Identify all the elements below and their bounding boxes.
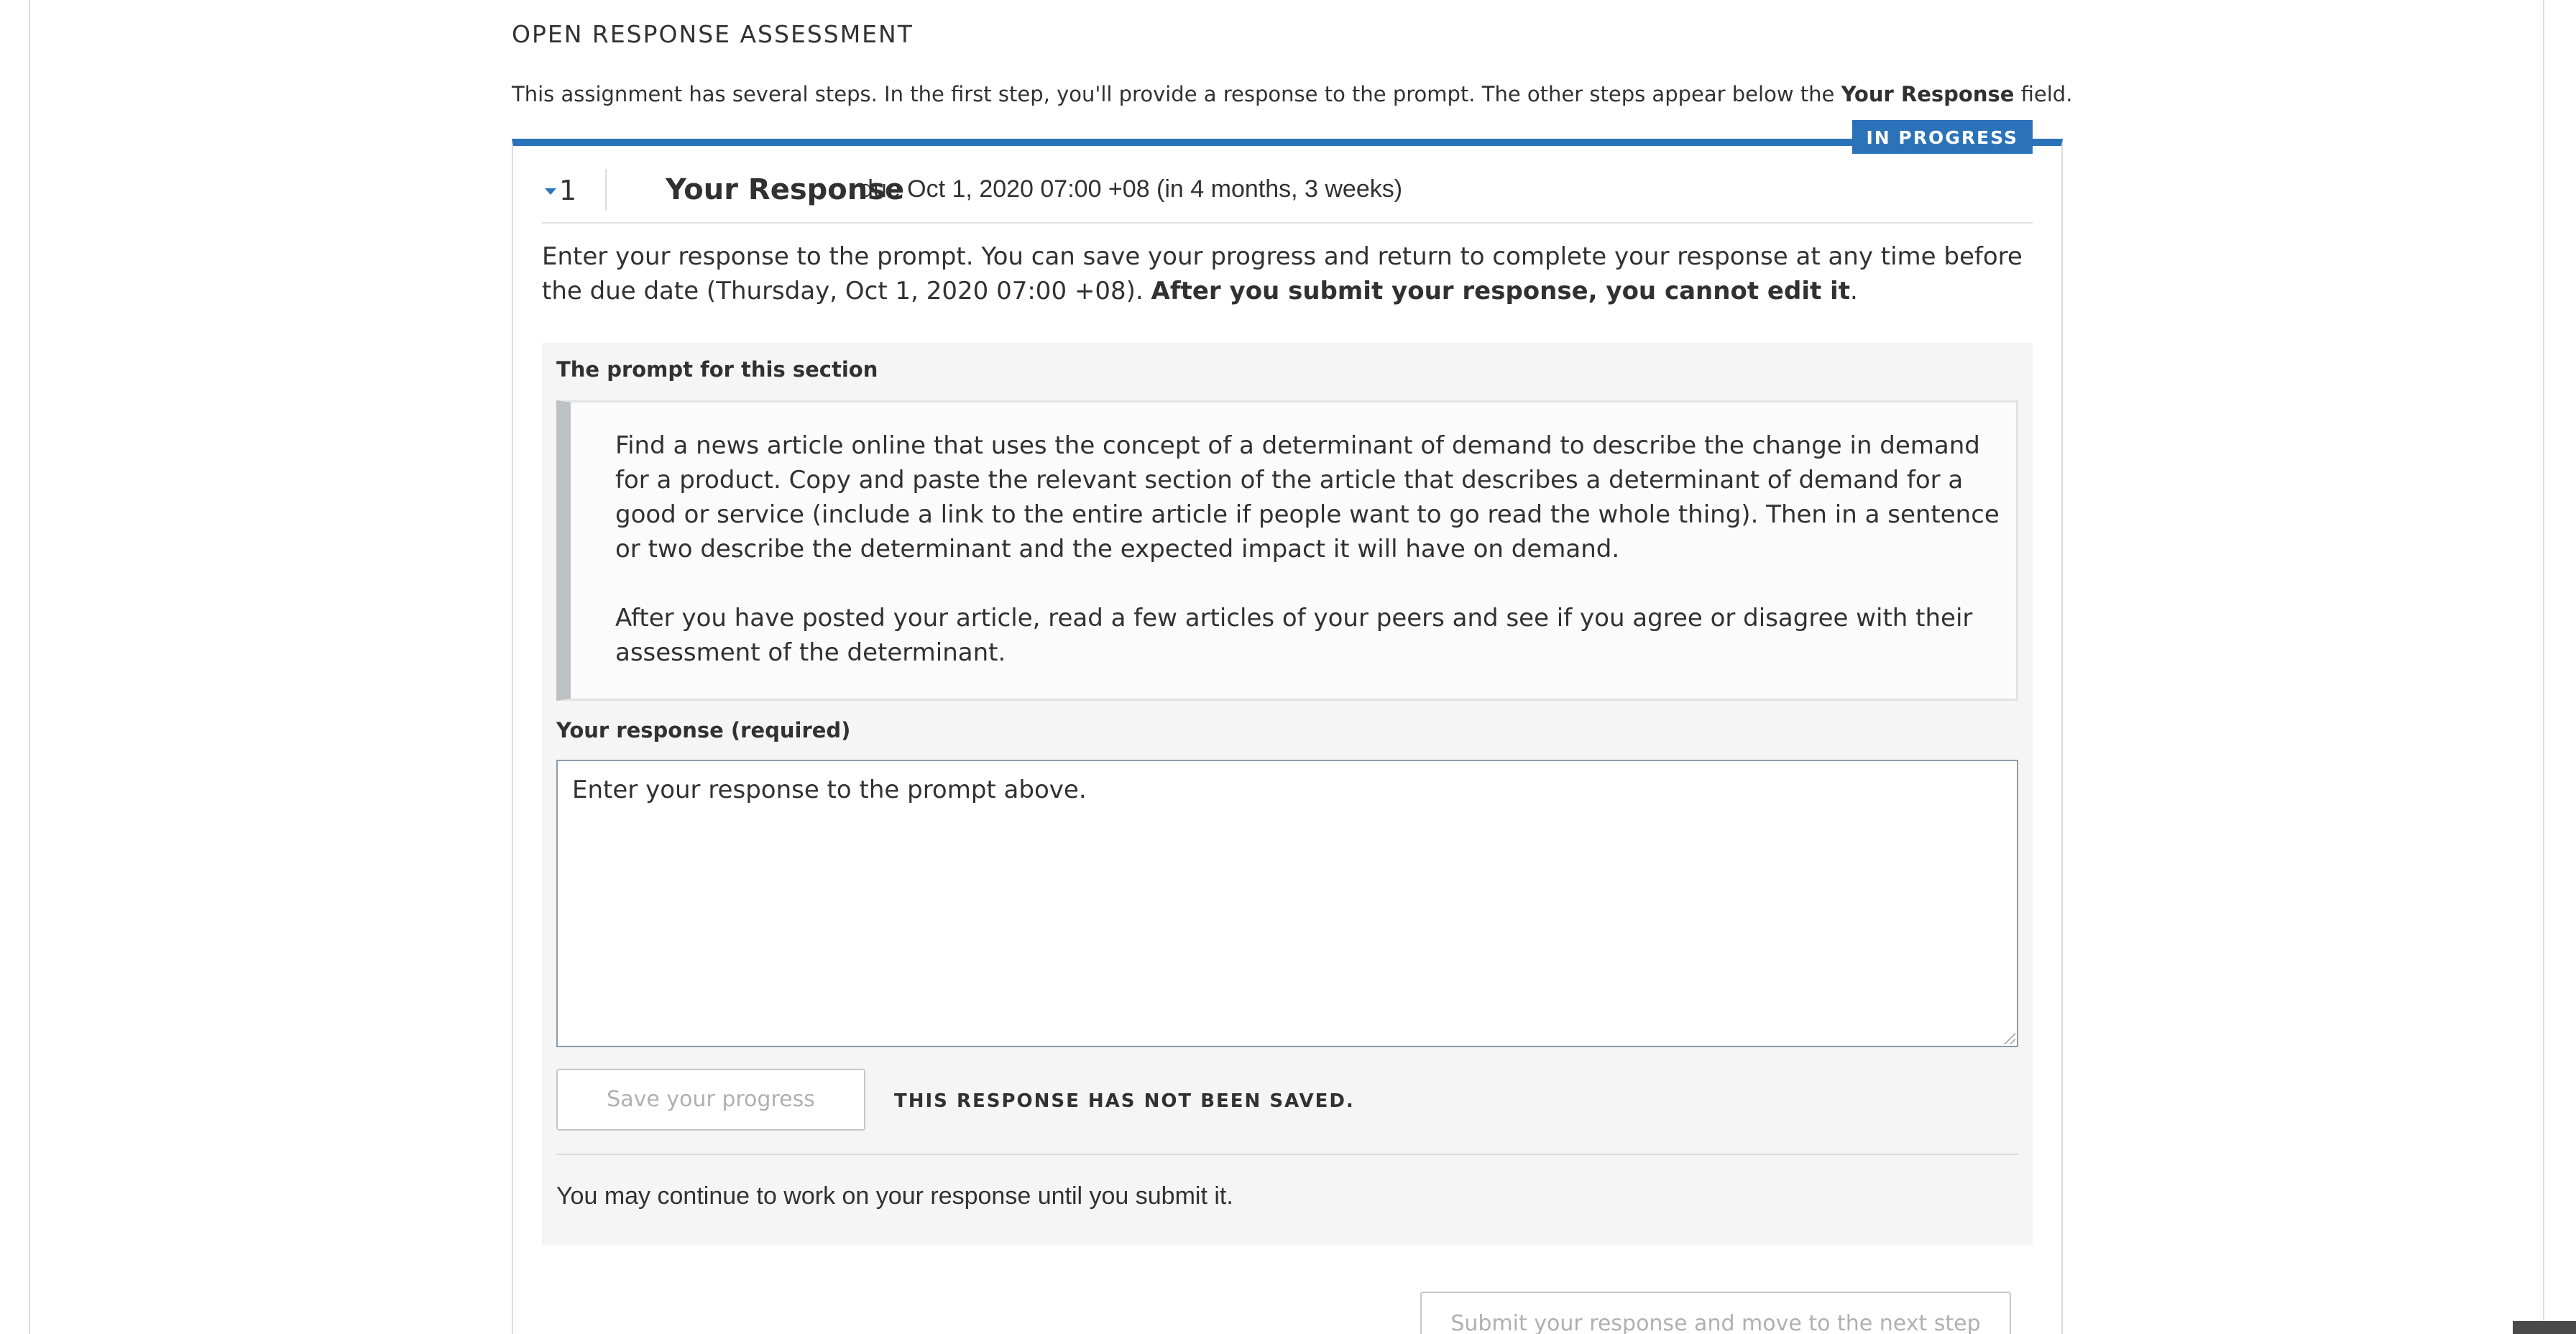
save-progress-button[interactable]: Save your progress bbox=[556, 1069, 865, 1131]
instructions-bold-text: After you submit your response, you cannot edit it bbox=[1151, 277, 1850, 305]
prompt-box bbox=[556, 400, 2018, 701]
submit-response-button[interactable]: Submit your response and move to the next step bbox=[1420, 1292, 2011, 1334]
save-status: THIS RESPONSE HAS NOT BEEN SAVED. bbox=[894, 1090, 1355, 1112]
status-badge: IN PROGRESS bbox=[1852, 120, 2033, 154]
assessment-intro bbox=[512, 82, 2072, 106]
intro-bold-text: Your Response bbox=[1841, 82, 2015, 106]
step-toggle[interactable] bbox=[542, 169, 607, 211]
prompt-heading: The prompt for this section bbox=[556, 357, 878, 382]
step-title: Your Response bbox=[666, 173, 905, 206]
instructions-text-end: . bbox=[1849, 277, 1858, 305]
step-instructions bbox=[542, 239, 2037, 308]
divider bbox=[556, 1154, 2018, 1155]
step-number: 1 bbox=[559, 175, 577, 206]
prompt-paragraph-1: Find a news article online that uses the concept of a determinant of demand to describe the change in demand for a product. Copy and paste the relevant section of the article that describes a determinant of demand for a good or service (include a link to the entire article if people want to go read the whole thing). Then in a sentence or two describe the determinant and the expected impact it will have on demand. bbox=[615, 431, 2000, 564]
corner-widget[interactable] bbox=[2513, 1321, 2576, 1334]
caret-down-icon[interactable] bbox=[545, 188, 556, 195]
intro-text-end: field. bbox=[2014, 82, 2073, 106]
step-due-date: due Oct 1, 2020 07:00 +08 (in 4 months, 3 weeks) bbox=[860, 175, 1403, 203]
response-step bbox=[512, 127, 2063, 1334]
assessment-title: OPEN RESPONSE ASSESSMENT bbox=[512, 20, 914, 48]
continue-note: You may continue to work on your response until you submit it. bbox=[556, 1182, 1233, 1210]
response-panel bbox=[542, 343, 2033, 1246]
resize-handle-icon[interactable] bbox=[2004, 1033, 2015, 1044]
response-label: Your response (required) bbox=[556, 718, 851, 742]
intro-text: This assignment has several steps. In the first step, you'll provide a response to the prompt. The other steps appear below the bbox=[512, 82, 1841, 106]
response-textarea[interactable] bbox=[556, 760, 2018, 1047]
prompt-paragraph-2: After you have posted your article, read a few articles of your peers and see if you agree or disagree with their assessment of the determinant. bbox=[615, 604, 1973, 667]
instructions-text: Enter your response to the prompt. You can save your progress and return to complete your response at any time before the due date (Thursday, Oct 1, 2020 07:00 +08). bbox=[542, 242, 2023, 305]
step-header[interactable] bbox=[542, 155, 2033, 224]
